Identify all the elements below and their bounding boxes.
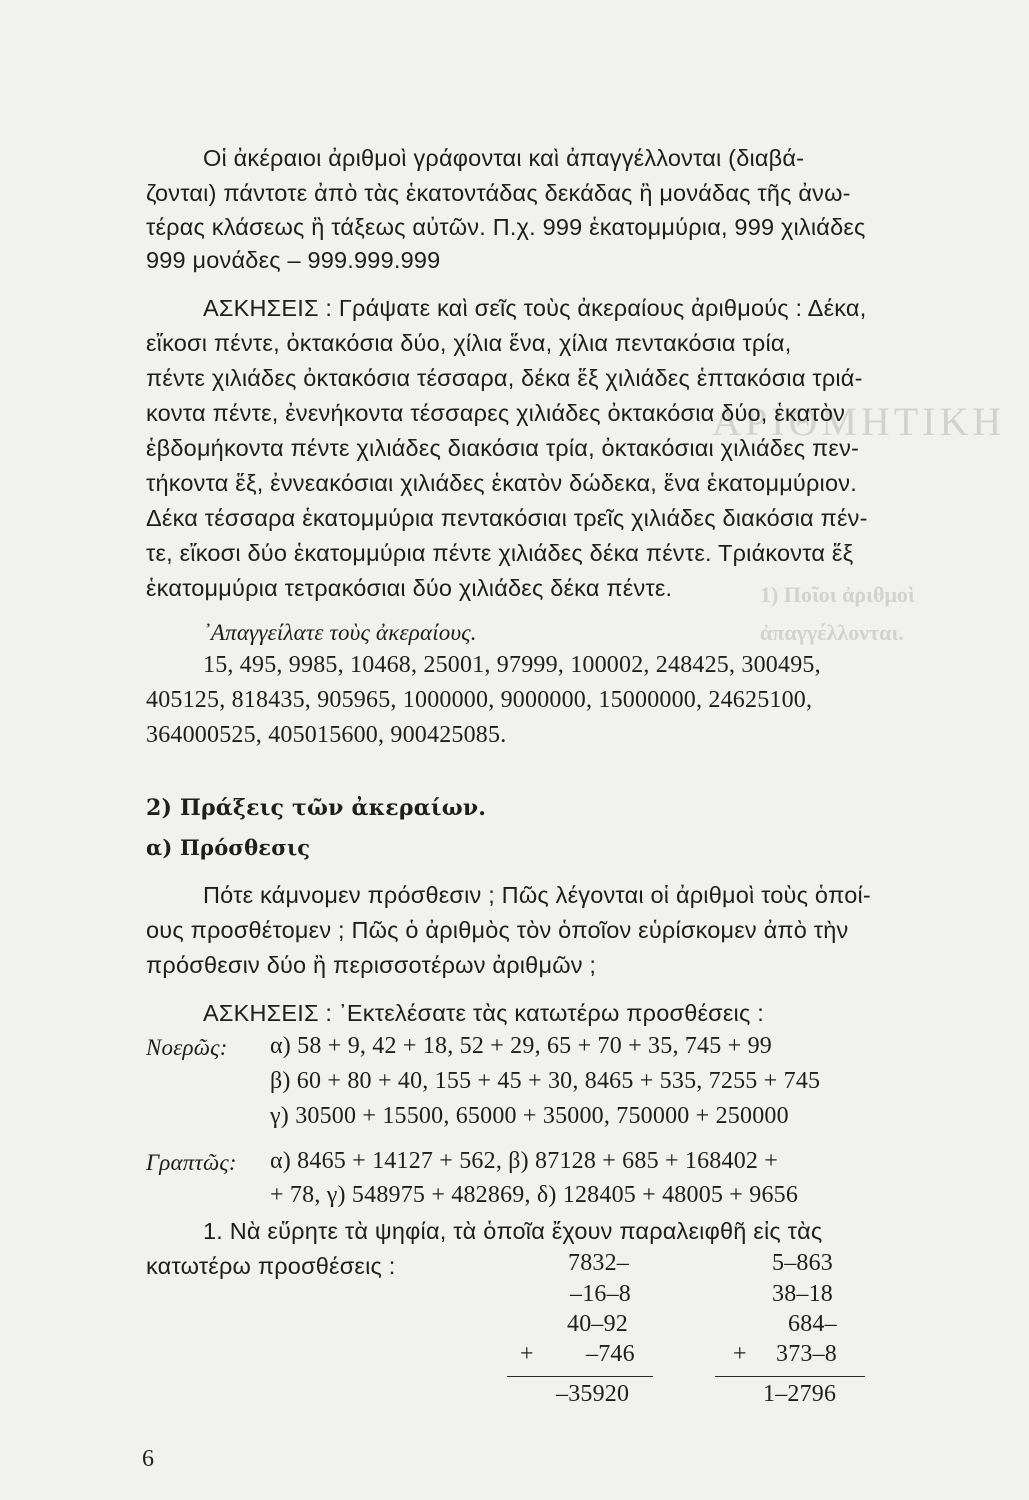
mental-row-c: γ) 30500 + 15500, 65000 + 35000, 750000 + 250000 bbox=[270, 1103, 789, 1129]
addition-b-row-3: 684– bbox=[788, 1311, 837, 1337]
addition-a-plus: + bbox=[520, 1341, 534, 1367]
written-row-1: α) 8465 + 14127 + 562, β) 87128 + 685 + 168402 + bbox=[270, 1148, 779, 1174]
exercise-1-line-1: ΑΣΚΗΣΕΙΣ : Γράψατε καὶ σεῖς τοὺς ἀκεραίους ἀριθμούς : Δέκα, bbox=[203, 295, 867, 321]
exercise-1-line-5: ἑβδομήκοντα πέντε χιλιάδες διακόσια τρία, ὀκτακόσιαι χιλιάδες πεν- bbox=[146, 435, 860, 461]
numbers-line-2: 405125, 818435, 905965, 1000000, 9000000, 15000000, 24625100, bbox=[146, 687, 813, 713]
mental-row-a: α) 58 + 9, 42 + 18, 52 + 29, 65 + 70 + 35, 745 + 99 bbox=[270, 1033, 772, 1059]
addition-a-row-3: 40–92 bbox=[567, 1311, 628, 1337]
addition-a-row-2: –16–8 bbox=[570, 1281, 631, 1307]
addition-b-total: 1–2796 bbox=[763, 1381, 837, 1407]
numbers-line-1: 15, 495, 9985, 10468, 25001, 97999, 100002, 248425, 300495, bbox=[203, 652, 821, 678]
intro-line-2: ζονται) πάντοτε ἀπὸ τὰς ἑκατοντάδας δεκάδας ἢ μονάδας τῆς ἀνω- bbox=[146, 180, 851, 206]
question-line-3: πρόσθεσιν δύο ἢ περισσοτέρων ἀριθμῶν ; bbox=[146, 952, 597, 978]
numbers-line-3: 364000525, 405015600, 900425085. bbox=[146, 722, 507, 748]
intro-line-1: Οἱ ἀκέραιοι ἀριθμοὶ γράφονται καὶ ἀπαγγέλλονται (διαβά- bbox=[203, 145, 805, 171]
exercise-1-line-9: ἑκατομμύρια τετρακόσιαι δύο χιλιάδες δέκα πέντε. bbox=[146, 575, 673, 601]
addition-a-rule bbox=[507, 1376, 653, 1377]
bleed-question-cont: ἀπαγγέλλονται. bbox=[760, 620, 904, 645]
exercise-1-line-8: τε, εἴκοσι δύο ἑκατομμύρια πέντε χιλιάδες δέκα πέντε. Τριάκοντα ἕξ bbox=[146, 540, 854, 566]
addition-b-row-4: 373–8 bbox=[776, 1341, 837, 1367]
written-label: Γραπτῶς: bbox=[146, 1150, 237, 1175]
exercise-1-line-6: τήκοντα ἕξ, ἐννεακόσιαι χιλιάδες ἑκατὸν δώδεκα, ἕνα ἑκατομμύριον. bbox=[146, 470, 857, 496]
page-number: 6 bbox=[142, 1446, 154, 1472]
announce-instruction: ᾿Απαγγείλατε τοὺς ἀκεραίους. bbox=[203, 620, 477, 645]
bleed-title: ΑΡΙΘΜΗΤΙΚΗ bbox=[712, 399, 1006, 444]
task-1-line-2: κατωτέρω προσθέσεις : bbox=[146, 1253, 396, 1279]
bleed-question: 1) Ποῖοι ἀριθμοὶ bbox=[760, 582, 915, 607]
intro-line-3: τέρας κλάσεως ἢ τάξεως αὐτῶν. Π.χ. 999 ἑκατομμύρια, 999 χιλιάδες bbox=[146, 214, 866, 240]
addition-b-rule bbox=[715, 1376, 865, 1377]
exercise-1-line-2: εἴκοσι πέντε, ὀκτακόσια δύο, χίλια ἕνα, χίλια πεντακόσια τρία, bbox=[146, 330, 792, 356]
addition-b-plus: + bbox=[733, 1341, 747, 1367]
addition-a-row-1: 7832– bbox=[568, 1250, 629, 1276]
subsection-title: α) Πρόσθεσις bbox=[146, 835, 311, 860]
intro-line-4: 999 μονάδες – 999.999.999 bbox=[146, 247, 441, 273]
addition-b-row-2: 38–18 bbox=[772, 1281, 833, 1307]
written-row-2: + 78, γ) 548975 + 482869, δ) 128405 + 48005 + 9656 bbox=[270, 1182, 799, 1208]
addition-b-row-1: 5–863 bbox=[772, 1250, 833, 1276]
mental-row-b: β) 60 + 80 + 40, 155 + 45 + 30, 8465 + 535, 7255 + 745 bbox=[270, 1068, 821, 1094]
exercise-1-line-7: Δέκα τέσσαρα ἑκατομμύρια πεντακόσιαι τρεῖς χιλιάδες διακόσια πέν- bbox=[146, 505, 868, 531]
exercise-1-line-4: κοντα πέντε, ἐνενήκοντα τέσσαρες χιλιάδες ὀκτακόσια δύο, ἑκατὸν bbox=[146, 400, 846, 426]
question-line-1: Πότε κάμνομεν πρόσθεσιν ; Πῶς λέγονται οἱ ἀριθμοὶ τοὺς ὁποί- bbox=[203, 882, 871, 908]
addition-a-total: –35920 bbox=[556, 1381, 630, 1407]
task-1-line-1: 1. Νὰ εὕρητε τὰ ψηφία, τὰ ὁποῖα ἔχουν παραλειφθῆ εἰς τὰς bbox=[203, 1218, 823, 1244]
mental-label: Νοερῶς: bbox=[146, 1035, 228, 1060]
question-line-2: ους προσθέτομεν ; Πῶς ὁ ἀριθμὸς τὸν ὁποῖον εὑρίσκομεν ἀπὸ τὴν bbox=[146, 917, 849, 943]
section-title: 2) Πράξεις τῶν ἀκεραίων. bbox=[146, 795, 487, 821]
exercise-1-line-3: πέντε χιλιάδες ὀκτακόσια τέσσαρα, δέκα ἕξ χιλιάδες ἑπτακόσια τριά- bbox=[146, 365, 863, 391]
exercise-2-heading: ΑΣΚΗΣΕΙΣ : ᾿Εκτελέσατε τὰς κατωτέρω προσθέσεις : bbox=[203, 1000, 764, 1026]
addition-a-row-4: –746 bbox=[586, 1341, 635, 1367]
